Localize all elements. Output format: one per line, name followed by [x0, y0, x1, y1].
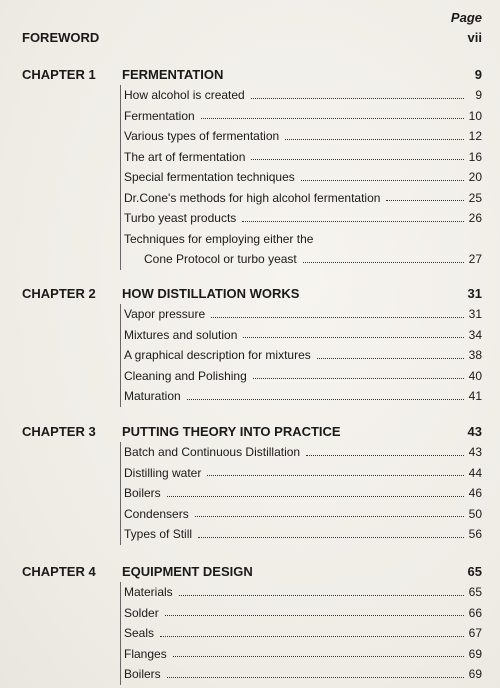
dot-leader [303, 262, 464, 263]
chapter-heading [22, 67, 482, 85]
entry-page: 43 [468, 445, 482, 460]
dot-leader [195, 516, 464, 517]
entry-page: 69 [468, 667, 482, 682]
chapter-entries [120, 442, 482, 545]
chapter-page: 31 [467, 286, 482, 301]
toc-entry [124, 504, 482, 525]
toc-entry [124, 623, 482, 644]
entry-title: The art of fermentation [124, 149, 246, 164]
entry-title: Techniques for employing either the [124, 231, 314, 246]
entry-page: 20 [468, 170, 482, 185]
dot-leader [160, 636, 464, 637]
toc-entry [124, 582, 482, 603]
dot-leader [207, 475, 464, 476]
entry-title: A graphical description for mixtures [124, 348, 311, 363]
entry-page: 44 [468, 465, 482, 480]
entry-page: 16 [468, 149, 482, 164]
chapter-title: PUTTING THEORY INTO PRACTICE [122, 424, 341, 439]
entry-title: Special fermentation techniques [124, 170, 295, 185]
toc-entry [124, 106, 482, 127]
entry-title: Solder [124, 605, 159, 620]
entry-page: 31 [468, 307, 482, 322]
dot-leader [386, 200, 464, 201]
chapter-page: 9 [474, 67, 482, 82]
chapter-2 [22, 286, 482, 407]
entry-title: Various types of fermentation [124, 129, 280, 144]
toc-entry [124, 126, 482, 147]
chapter-number: CHAPTER 3 [22, 424, 96, 439]
entry-title: Mixtures and solution [124, 327, 238, 342]
toc-entry [124, 188, 482, 209]
entry-page: 10 [468, 108, 482, 123]
entry-page: 26 [468, 211, 482, 226]
entry-page: 40 [468, 368, 482, 383]
chapter-entries [120, 304, 482, 407]
entry-title: Boilers [124, 667, 161, 682]
entry-title: How alcohol is created [124, 88, 245, 103]
chapter-number: CHAPTER 1 [22, 67, 96, 82]
entry-title: Cone Protocol or turbo yeast [144, 252, 297, 267]
toc-entry [124, 603, 482, 624]
entry-page: 9 [475, 88, 482, 103]
entry-title: Condensers [124, 506, 189, 521]
chapter-entries [120, 582, 482, 685]
dot-leader [167, 677, 464, 678]
toc-entry [124, 345, 482, 366]
toc-entry [124, 664, 482, 685]
dot-leader [201, 118, 464, 119]
chapter-heading [22, 286, 482, 304]
dot-leader [211, 317, 464, 318]
dot-leader [243, 337, 464, 338]
toc-entry [124, 644, 482, 665]
chapter-3 [22, 424, 482, 545]
dot-leader [242, 221, 464, 222]
entry-title: Maturation [124, 389, 181, 404]
dot-leader [251, 159, 464, 160]
entry-page: 34 [468, 327, 482, 342]
dot-leader [187, 399, 464, 400]
entry-title: Types of Still [124, 527, 193, 542]
chapter-page: 65 [467, 564, 482, 579]
entry-title: Turbo yeast products [124, 211, 237, 226]
toc-entry [124, 386, 482, 407]
toc-entry [124, 147, 482, 168]
dot-leader [198, 537, 464, 538]
toc-entry [124, 304, 482, 325]
toc-entry [124, 366, 482, 387]
dot-leader [179, 595, 464, 596]
chapter-number: CHAPTER 2 [22, 286, 96, 301]
toc-entry [124, 208, 482, 229]
dot-leader [251, 98, 464, 99]
dot-leader [285, 139, 464, 140]
chapter-number: CHAPTER 4 [22, 564, 96, 579]
entry-page: 27 [468, 252, 482, 267]
entry-title: Materials [124, 585, 173, 600]
chapter-heading [22, 424, 482, 442]
toc-entry [124, 249, 482, 270]
foreword-row [22, 30, 482, 46]
chapter-heading [22, 564, 482, 582]
entry-page: 69 [468, 646, 482, 661]
chapter-4 [22, 564, 482, 685]
toc-entry [124, 229, 482, 250]
toc-entry [124, 325, 482, 346]
entry-title: Flanges [124, 646, 167, 661]
toc-entry [124, 483, 482, 504]
chapter-page: 43 [467, 424, 482, 439]
dot-leader [173, 656, 464, 657]
foreword-page: vii [467, 30, 482, 45]
entry-title: Cleaning and Polishing [124, 368, 247, 383]
toc-entry [124, 463, 482, 484]
entry-title: Vapor pressure [124, 307, 206, 322]
toc-entry [124, 524, 482, 545]
dot-leader [301, 180, 464, 181]
chapter-1 [22, 67, 482, 270]
chapter-title: FERMENTATION [122, 67, 224, 82]
entry-page: 38 [468, 348, 482, 363]
dot-leader [317, 358, 464, 359]
entry-page: 56 [468, 527, 482, 542]
entry-page: 66 [468, 605, 482, 620]
entry-page: 25 [468, 190, 482, 205]
page-column-heading: Page [450, 10, 482, 25]
dot-leader [167, 496, 464, 497]
dot-leader [253, 378, 464, 379]
chapter-title: EQUIPMENT DESIGN [122, 564, 253, 579]
toc-entry [124, 85, 482, 106]
entry-title: Seals [124, 626, 155, 641]
entry-page: 46 [468, 486, 482, 501]
entry-title: Distilling water [124, 465, 202, 480]
entry-page: 65 [468, 585, 482, 600]
entry-page: 41 [468, 389, 482, 404]
entry-title: Boilers [124, 486, 161, 501]
chapter-title: HOW DISTILLATION WORKS [122, 286, 300, 301]
foreword-label: FOREWORD [22, 30, 100, 45]
dot-leader [306, 455, 464, 456]
entry-page: 12 [468, 129, 482, 144]
entry-page: 50 [468, 506, 482, 521]
dot-leader [165, 615, 464, 616]
toc-entry [124, 167, 482, 188]
toc-entry [124, 442, 482, 463]
entry-title: Fermentation [124, 108, 195, 123]
entry-title: Dr.Cone's methods for high alcohol fermentation [124, 190, 381, 205]
chapter-entries [120, 85, 482, 270]
entry-page: 67 [468, 626, 482, 641]
entry-title: Batch and Continuous Distillation [124, 445, 301, 460]
